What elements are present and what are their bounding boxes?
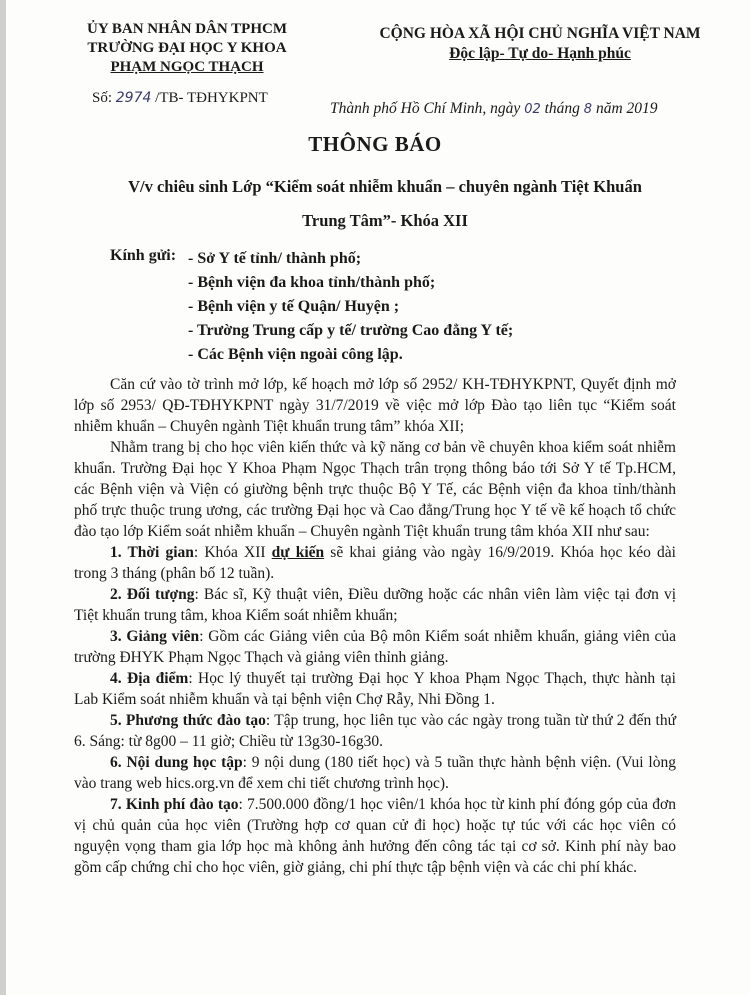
subject-line-2: Trung Tâm”- Khóa XII: [302, 211, 468, 230]
item-fee-text: : 7.500.000 đồng/1 học viên/1 khóa học từ kinh phí đóng góp của đơn vị chủ quản của học viên (Trường hợp cơ quan cử đi học) hoặc tự túc với các học viên có nguyện vọng tham gia lớp học mà không ảnh hưởng đến công tác tại cơ sở. Kinh phí này bao gồm cấp chứng chỉ cho học viên, giờ giảng, chi phí thực tập bệnh viện và các chi phí khác.: [74, 796, 676, 876]
national-header: [340, 24, 740, 64]
recipient-label: Kính gửi:: [110, 247, 177, 264]
doc-number-prefix: Số:: [92, 90, 113, 106]
document-subject: [90, 170, 680, 238]
item-audience-text: : Bác sĩ, Kỹ thuật viên, Điều dưỡng hoặc các nhân viên làm việc tại đơn vị Tiệt khuẩn trung tâm, khoa Kiểm soát nhiễm khuẩn;: [74, 586, 676, 624]
date-month-handwritten: 8: [583, 102, 593, 117]
recipient-item: - Trường Trung cấp y tế/ trường Cao đẳng Y tế;: [188, 322, 514, 339]
recipient-item: - Bệnh viện y tế Quận/ Huyện ;: [188, 298, 400, 315]
date-part-1: Thành phố Hồ Chí Minh, ngày: [330, 100, 521, 117]
subject-line-1: V/v chiêu sinh Lớp “Kiểm soát nhiễm khuẩn – chuyên ngành Tiệt Khuẩn: [128, 177, 642, 196]
item-lecturers-label: 3. Giảng viên: [110, 628, 200, 645]
national-title: CỘNG HÒA XÃ HỘI CHỦ NGHĨA VIỆT NAM: [379, 25, 701, 42]
recipient-item: - Sở Y tế tỉnh/ thành phố;: [188, 250, 362, 267]
document-date: [330, 100, 658, 118]
recipient-list: [188, 247, 513, 367]
doc-number-suffix: /TB- TĐHYKPNT: [155, 90, 268, 106]
item-lecturers-text: : Gồm các Giảng viên của Bộ môn Kiểm soát nhiễm khuẩn, giảng viên của trường ĐHYK Phạm Ngọc Thạch và giảng viên thỉnh giảng.: [74, 628, 676, 666]
issuer-line-2: TRƯỜNG ĐẠI HỌC Y KHOA: [87, 40, 287, 56]
paragraph-purpose: Nhằm trang bị cho học viên kiến thức và kỹ năng cơ bản về chuyên khoa kiểm soát nhiễm khuẩn. Trường Đại học Y Khoa Phạm Ngọc Thạch trân trọng thông báo tới Sở Y tế Tp.HCM, các Bệnh viện và Viện có giường bệnh trực thuộc Bộ Y Tế, các Bệnh viện đa khoa tỉnh/thành phố trực thuộc trung ương, các trường Đại học và Cao đẳng/Trung học Y tế về kế hoạch tổ chức đào tạo lớp Kiểm soát nhiễm khuẩn – Chuyên ngành Tiệt khuẩn trung tâm khóa XII như sau:: [74, 439, 676, 540]
date-day-handwritten: 02: [524, 102, 541, 117]
item-fee-label: 7. Kinh phí đào tạo: [110, 796, 239, 813]
item-time-text-a: : Khóa XII: [193, 544, 272, 561]
item-time: [74, 542, 676, 584]
recipient-item: - Các Bệnh viện ngoài công lập.: [188, 346, 403, 363]
item-method-text: : Tập trung, học liên tục vào các ngày trong tuần từ thứ 2 đến thứ 6. Sáng: từ 8g00 – 11 giờ; Chiều từ 13g30-16g30.: [74, 712, 676, 750]
date-part-3: năm 2019: [595, 100, 658, 117]
document-title: THÔNG BÁO: [308, 132, 442, 156]
paragraph-basis: Căn cứ vào tờ trình mở lớp, kế hoạch mở lớp số 2952/ KH-TĐHYKPNT, Quyết định mở lớp số 2953/ QĐ-TĐHYKPNT ngày 31/7/2019 về việc mở lớp Đào tạo liên tục “Kiểm soát nhiễm khuẩn – Chuyên ngành Tiệt khuẩn trung tâm” khóa XII;: [74, 376, 676, 435]
item-method: [74, 710, 676, 752]
document-number: [92, 90, 268, 107]
date-part-2: tháng: [544, 100, 580, 117]
document-body: [74, 374, 676, 878]
item-lecturers: [74, 626, 676, 668]
item-location-label: 4. Địa điểm: [110, 670, 189, 687]
item-location: [74, 668, 676, 710]
item-audience-label: 2. Đối tượng: [110, 586, 195, 603]
item-location-text: : Học lý thuyết tại trường Đại học Y khoa Phạm Ngọc Thạch, thực hành tại Lab Kiểm soát nhiễm khuẩn và tại bệnh viện Chợ Rẫy, Nhi Đồng 1.: [74, 670, 676, 708]
item-time-label: 1. Thời gian: [110, 544, 194, 561]
issuer-header: [72, 20, 302, 77]
doc-number-handwritten: 2974: [115, 90, 152, 106]
item-time-text-b: sẽ khai giảng vào ngày 16/9/2019. Khóa học kéo dài trong 3 tháng (phân bố 12 tuần).: [74, 544, 676, 582]
issuer-line-3: PHẠM NGỌC THẠCH: [110, 59, 264, 75]
item-content: [74, 752, 676, 794]
item-fee: [74, 794, 676, 878]
item-method-label: 5. Phương thức đào tạo: [110, 712, 266, 729]
recipient-item: - Bệnh viện đa khoa tỉnh/thành phố;: [188, 274, 436, 291]
item-content-text: : 9 nội dung (180 tiết học) và 5 tuần thực hành bệnh viện. (Vui lòng vào trang web hics.org.vn để xem chi tiết chương trình học).: [74, 754, 676, 792]
item-content-label: 6. Nội dung học tập: [110, 754, 243, 771]
item-time-underlined: dự kiến: [271, 544, 325, 561]
issuer-line-1: ỦY BAN NHÂN DÂN TPHCM: [87, 21, 287, 37]
national-motto: Độc lập- Tự do- Hạnh phúc: [449, 45, 631, 62]
item-audience: [74, 584, 676, 626]
